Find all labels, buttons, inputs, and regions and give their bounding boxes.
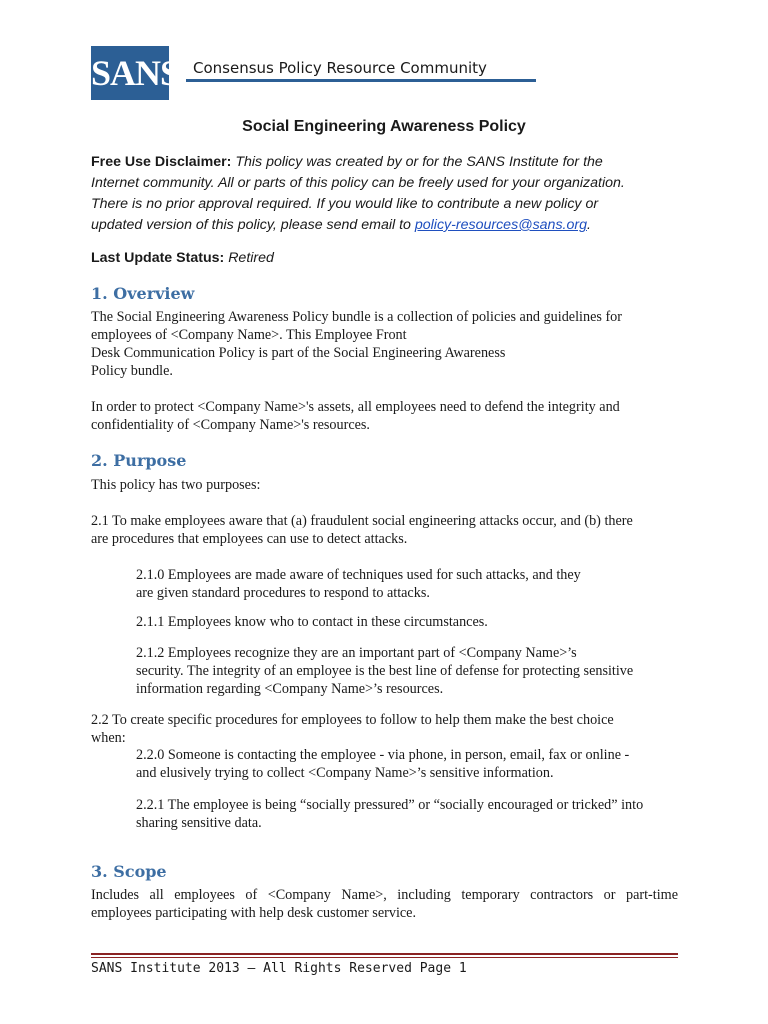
section-heading-overview: 1. Overview: [91, 284, 195, 303]
purpose-2-1-1: 2.1.1 Employees know who to contact in these circumstances.: [136, 614, 488, 630]
disclaimer-line-3: There is no prior approval required. If you would like to contribute a new policy or: [91, 196, 599, 212]
purpose-2-1-2-line: security. The integrity of an employee is the best line of defense for protecting sensitive: [136, 663, 634, 679]
header-title: Consensus Policy Resource Community: [193, 59, 487, 77]
sans-logo: SANS: [91, 46, 169, 100]
overview-p1-line: The Social Engineering Awareness Policy bundle is a collection of policies and guidelines for: [91, 309, 622, 325]
purpose-2-1-0-line: are given standard procedures to respond to attacks.: [136, 585, 430, 601]
status-value: Retired: [228, 250, 274, 266]
disclaimer-label: Free Use Disclaimer:: [91, 154, 232, 170]
disclaimer-period: .: [586, 217, 591, 233]
purpose-2-1-0-line: 2.1.0 Employees are made aware of techniques used for such attacks, and they: [136, 567, 581, 583]
email-link[interactable]: policy-resources@sans.org: [414, 217, 587, 233]
scope-line: employees participating with help desk customer service.: [91, 905, 417, 921]
overview-p1-line: Desk Communication Policy is part of the Social Engineering Awareness: [91, 345, 506, 361]
header-rule: [186, 79, 536, 82]
purpose-2-1-2-line: information regarding <Company Name>’s resources.: [136, 681, 444, 697]
purpose-2-1-2-line: 2.1.2 Employees recognize they are an important part of <Company Name>’s: [136, 645, 577, 661]
purpose-2-2-0-line: 2.2.0 Someone is contacting the employee - via phone, in person, email, fax or online -: [136, 747, 630, 763]
disclaimer-line-2: Internet community. All or parts of this policy can be freely used for your organization.: [91, 175, 625, 191]
overview-p1-line: employees of <Company Name>. This Employee Front: [91, 327, 407, 343]
disclaimer-line-4: updated version of this policy, please send email to: [91, 217, 415, 233]
disclaimer-text: This policy was created by or for the SANS Institute for the: [235, 154, 603, 170]
scope-line: Includes all employees of <Company Name>, including temporary contractors or part-time: [91, 887, 678, 903]
section-heading-scope: 3. Scope: [91, 862, 167, 881]
overview-p1-line: Policy bundle.: [91, 363, 173, 379]
purpose-2-2-line: 2.2 To create specific procedures for employees to follow to help them make the best choice: [91, 712, 614, 728]
status-label: Last Update Status:: [91, 250, 225, 266]
purpose-2-2-1-line: sharing sensitive data.: [136, 815, 262, 831]
last-update-status: [91, 248, 274, 269]
purpose-2-1-line: 2.1 To make employees aware that (a) fraudulent social engineering attacks occur, and (b) there: [91, 513, 633, 529]
footer-rule: [91, 953, 678, 955]
overview-p2-line: confidentiality of <Company Name>'s resources.: [91, 417, 370, 433]
section-heading-purpose: 2. Purpose: [91, 451, 187, 470]
purpose-2-1-line: are procedures that employees can use to detect attacks.: [91, 531, 408, 547]
overview-p2-line: In order to protect <Company Name>'s assets, all employees need to defend the integrity and: [91, 399, 620, 415]
purpose-2-2-1-line: 2.2.1 The employee is being “socially pressured” or “socially encouraged or tricked” into: [136, 797, 644, 813]
purpose-2-2-line: when:: [91, 730, 126, 746]
footer-text: SANS Institute 2013 – All Rights Reserved Page 1: [91, 961, 467, 976]
document-title: Social Engineering Awareness Policy: [242, 118, 526, 135]
disclaimer-line-1: [91, 152, 603, 173]
purpose-2-2-0-line: and elusively trying to collect <Company Name>’s sensitive information.: [136, 765, 554, 781]
purpose-intro: This policy has two purposes:: [91, 477, 261, 493]
footer-rule: [91, 957, 678, 958]
